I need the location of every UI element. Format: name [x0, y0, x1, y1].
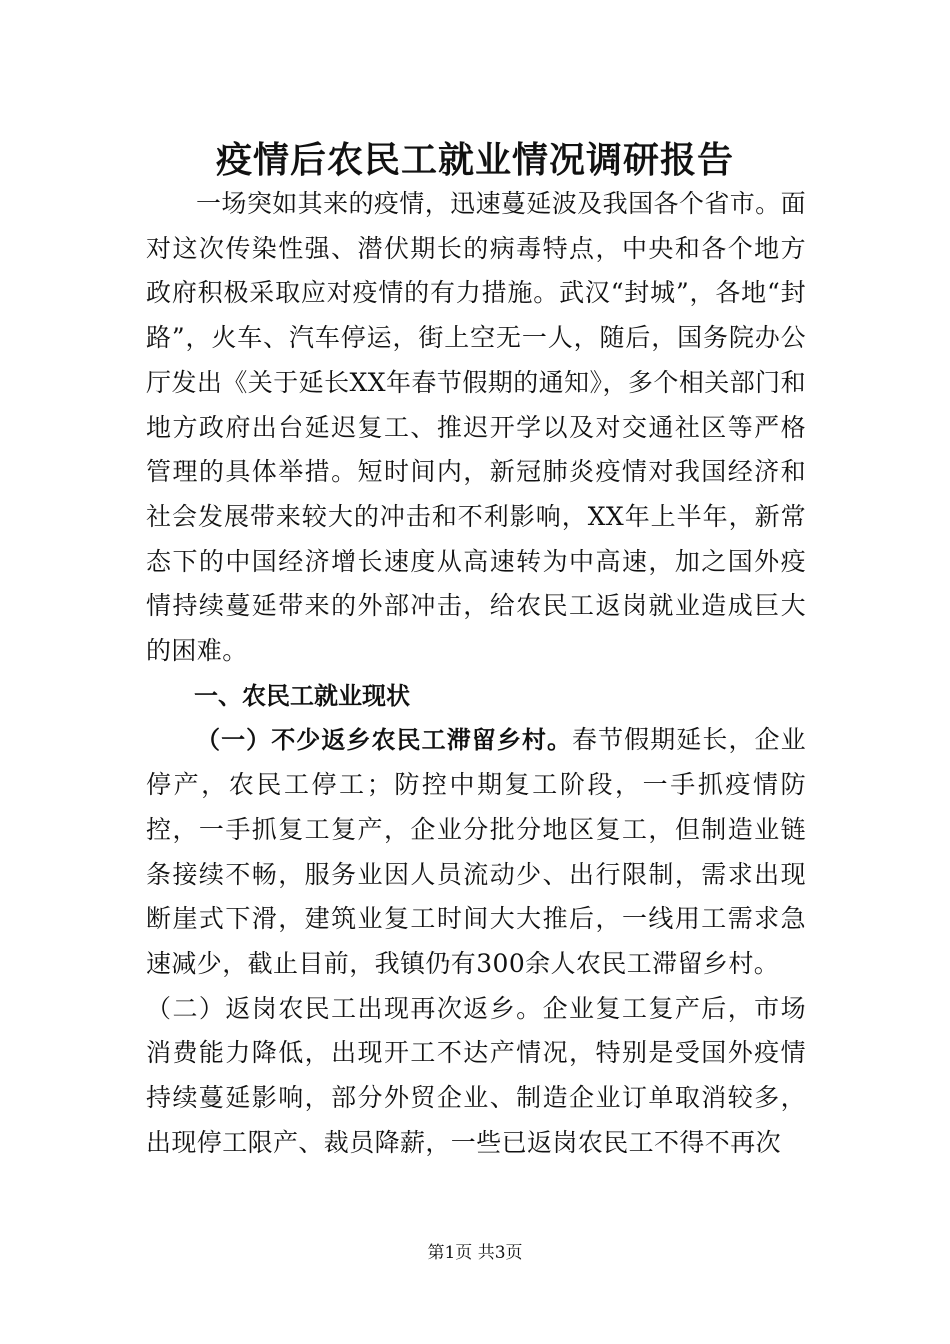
intro-paragraph: 一场突如其来的疫情，迅速蔓延波及我国各个省市。面对这次传染性强、潜伏期长的病毒特点，中央和各个地方政府积极采取应对疫情的有力措施。武汉“封城”，各地“封路”，火车、汽车停运，街上空无一人，随后，国务院办公厅发出《关于延长XX年春节假期的通知》，多个相关部门和地方政府出台延迟复工、推迟开学以及对交通社区等严格管理的具体举措。短时间内，新冠肺炎疫情对我国经济和社会发展带来较大的冲击和不利影响，XX年上半年，新常态下的中国经济增长速度从高速转为中高速，加之国外疫情持续蔓延带来的外部冲击，给农民工返岗就业造成巨大的困难。 — [146, 189, 806, 666]
document-body — [146, 182, 806, 1165]
page-footer: 第1页 共3页 — [427, 1243, 523, 1263]
item-1-body: 春节假期延长，企业停产，农民工停工；防控中期复工阶段，一手抓疫情防控，一手抓复工复产，企业分批分地区复工，但制造业链条接续不畅，服务业因人员流动少、出行限制，需求出现断崖式下滑，建筑业复工时间大大推后，一线用工需求急速减少，截止目前，我镇仍有300余人农民工滞留乡村。 — [146, 725, 807, 978]
document-title: 疫情后农民工就业情况调研报告 — [215, 139, 734, 181]
item-2-paragraph: （二）返岗农民工出现再次返乡。企业复工复产后，市场消费能力降低，出现开工不达产情况，特别是受国外疫情持续蔓延影响，部分外贸企业、制造企业订单取消较多，出现停工限产、裁员降薪，一些已返岗农民工不得不再次 — [146, 993, 806, 1157]
item-1-heading: （一）不少返乡农民工滞留乡村。 — [196, 726, 573, 755]
section-heading-1: 一、农民工就业现状 — [194, 681, 410, 710]
item-1-paragraph — [146, 718, 806, 986]
